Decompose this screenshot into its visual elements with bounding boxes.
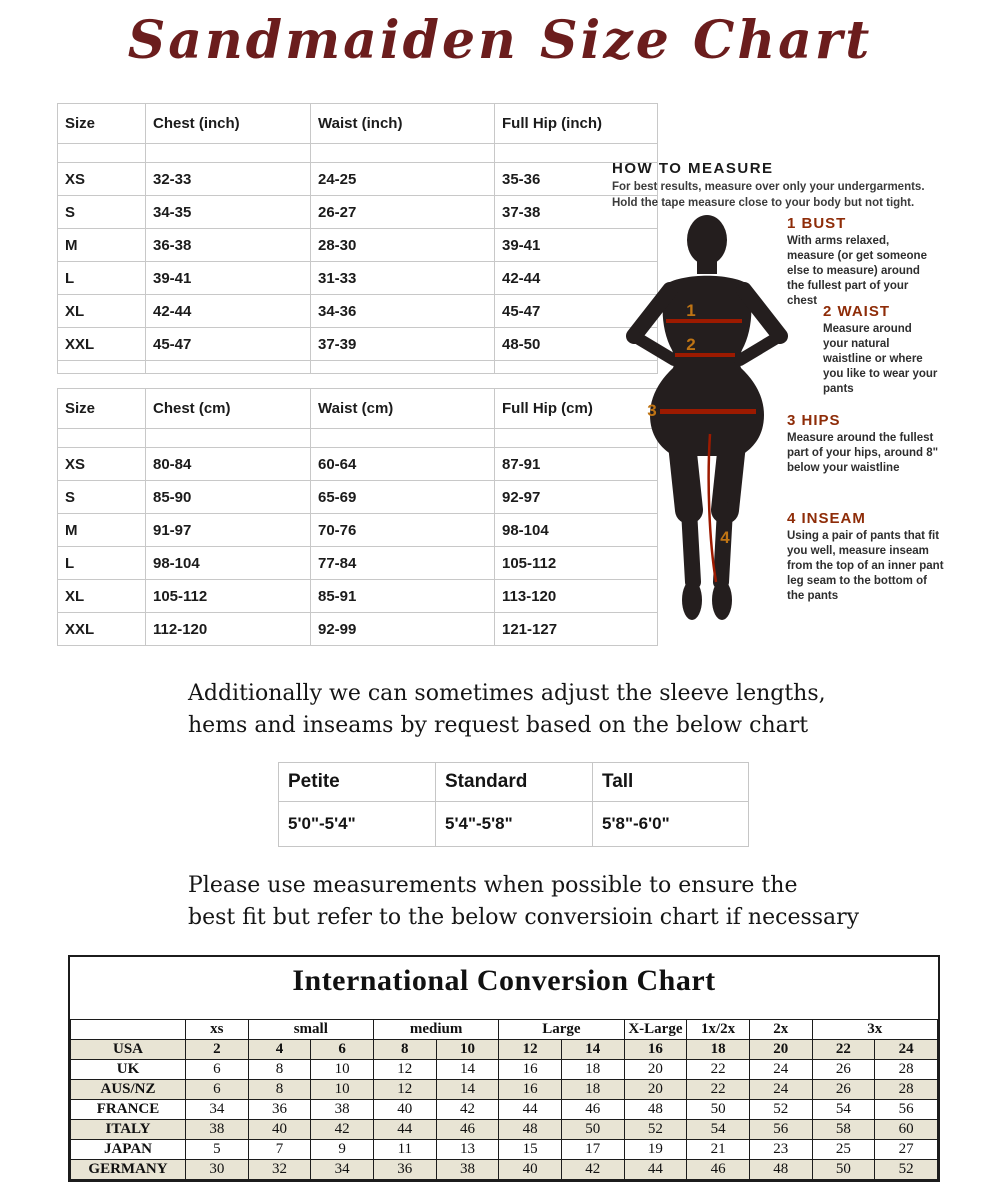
spacer-cell [311, 361, 495, 374]
measurements-note [188, 870, 859, 934]
conversion-size-cell: 36 [373, 1160, 436, 1180]
size-group-header: 1x/2x [687, 1020, 750, 1040]
how-to-measure-heading: HOW TO MEASURE [612, 160, 774, 177]
measurement-cell: 60-64 [311, 448, 495, 481]
size-row [58, 229, 658, 262]
measure-step-waist [823, 303, 938, 397]
bust-line [666, 319, 742, 323]
conversion-row [71, 1060, 938, 1080]
step-name: INSEAM [801, 510, 866, 527]
size-row [58, 295, 658, 328]
conversion-size-cell: 11 [373, 1140, 436, 1160]
size-row [58, 328, 658, 361]
conversion-size-cell: 14 [436, 1060, 499, 1080]
note-line: Please use measurements when possible to ensure the [188, 873, 798, 898]
measurement-cell: 39-41 [146, 262, 311, 295]
intro-line: Hold the tape measure close to your body but not tight. [612, 196, 915, 209]
conversion-size-cell: 42 [311, 1120, 374, 1140]
size-label-cell: L [58, 262, 146, 295]
country-cell: USA [71, 1040, 186, 1060]
measurement-cell: 45-47 [495, 295, 658, 328]
step-title [787, 215, 927, 232]
page-title: Sandmaiden Size Chart [127, 10, 873, 71]
size-group-header: 2x [749, 1020, 812, 1040]
size-group-header: medium [373, 1020, 498, 1040]
country-cell: AUS/NZ [71, 1080, 186, 1100]
size-table-inch-header-row [58, 104, 658, 144]
size-group-header: Large [499, 1020, 624, 1040]
measurement-cell: 112-120 [146, 613, 311, 646]
conversion-size-cell: 32 [248, 1160, 311, 1180]
conversion-size-cell: 52 [749, 1100, 812, 1120]
spacer-cell [58, 361, 146, 374]
size-row [58, 262, 658, 295]
size-label-cell: L [58, 547, 146, 580]
column-header: Size [58, 389, 146, 429]
waist-line [675, 353, 735, 357]
conversion-size-cell: 15 [499, 1140, 562, 1160]
conversion-size-cell: 18 [561, 1080, 624, 1100]
measurement-cell: 32-33 [146, 163, 311, 196]
size-row [58, 196, 658, 229]
conversion-size-cell: 13 [436, 1140, 499, 1160]
conversion-size-cell: 40 [499, 1160, 562, 1180]
country-cell: UK [71, 1060, 186, 1080]
conversion-size-cell: 9 [311, 1140, 374, 1160]
conversion-size-cell: 16 [624, 1040, 687, 1060]
conversion-size-cell: 8 [248, 1060, 311, 1080]
conversion-size-cell: 24 [749, 1080, 812, 1100]
conversion-size-cell: 8 [248, 1080, 311, 1100]
conversion-size-cell: 56 [875, 1100, 938, 1120]
conversion-size-cell: 7 [248, 1140, 311, 1160]
conversion-size-cell: 21 [687, 1140, 750, 1160]
spacer-row [58, 361, 658, 374]
size-row [58, 514, 658, 547]
conversion-size-cell: 56 [749, 1120, 812, 1140]
conversion-size-cell: 25 [812, 1140, 875, 1160]
measurement-cell: 42-44 [495, 262, 658, 295]
how-to-measure-section [612, 160, 947, 211]
column-header: Waist (inch) [311, 104, 495, 144]
conversion-size-cell: 50 [812, 1160, 875, 1180]
conversion-size-cell: 38 [311, 1100, 374, 1120]
measurement-cell: 98-104 [495, 514, 658, 547]
conversion-row [71, 1080, 938, 1100]
measurement-cell: 77-84 [311, 547, 495, 580]
measurement-cell: 35-36 [495, 163, 658, 196]
step-name: WAIST [837, 303, 891, 320]
conversion-size-cell: 44 [499, 1100, 562, 1120]
step-title [787, 510, 947, 527]
conversion-size-cell: 12 [373, 1060, 436, 1080]
conversion-row [71, 1100, 938, 1120]
spacer-cell [146, 361, 311, 374]
conversion-size-cell: 10 [311, 1060, 374, 1080]
note-line: hems and inseams by request based on the below chart [188, 712, 809, 738]
conversion-size-cell: 22 [687, 1060, 750, 1080]
conversion-size-cell: 14 [436, 1080, 499, 1100]
column-header: Waist (cm) [311, 389, 495, 429]
conversion-size-cell: 18 [687, 1040, 750, 1060]
measurement-cell: 85-91 [311, 580, 495, 613]
conversion-size-cell: 26 [812, 1080, 875, 1100]
size-table-cm-header-row [58, 389, 658, 429]
note-line: best fit but refer to the below conversioin chart if necessary [188, 904, 860, 930]
conversion-size-cell: 36 [248, 1100, 311, 1120]
country-cell: ITALY [71, 1120, 186, 1140]
measure-step-inseam [787, 510, 947, 604]
conversion-size-cell: 16 [499, 1060, 562, 1080]
conversion-size-cell: 30 [186, 1160, 249, 1180]
conversion-size-cell: 22 [812, 1040, 875, 1060]
conversion-size-cell: 44 [624, 1160, 687, 1180]
how-to-measure-intro [612, 180, 947, 211]
conversion-size-cell: 26 [812, 1060, 875, 1080]
international-conversion-chart [68, 955, 940, 1182]
measure-step-hips [787, 412, 939, 476]
conversion-size-cell: 34 [186, 1100, 249, 1120]
conversion-size-cell: 17 [561, 1140, 624, 1160]
measurement-cell: 34-36 [311, 295, 495, 328]
step-text: Using a pair of pants that fit you well, measure inseam from the top of an inner pant leg seam to the bottom of the pants [787, 530, 944, 602]
figure-number-waist: 2 [686, 335, 696, 354]
column-header: Standard [436, 763, 593, 802]
measurement-cell: 34-35 [146, 196, 311, 229]
conversion-row [71, 1160, 938, 1180]
step-name: HIPS [801, 412, 841, 429]
step-number: 1 [787, 215, 797, 232]
conversion-size-cell: 23 [749, 1140, 812, 1160]
conversion-row [71, 1040, 938, 1060]
size-row [58, 163, 658, 196]
step-number: 2 [823, 303, 833, 320]
size-group-header: X-Large [624, 1020, 687, 1040]
conversion-size-cell: 14 [561, 1040, 624, 1060]
measurement-cell: 85-90 [146, 481, 311, 514]
measurement-cell: 36-38 [146, 229, 311, 262]
conversion-size-cell: 52 [624, 1120, 687, 1140]
height-range-cell: 5'8"-6'0" [593, 802, 749, 847]
measurement-cell: 39-41 [495, 229, 658, 262]
measurement-cell: 92-97 [495, 481, 658, 514]
measurement-cell: 113-120 [495, 580, 658, 613]
conversion-size-cell: 46 [687, 1160, 750, 1180]
conversion-size-cell: 24 [875, 1040, 938, 1060]
conversion-size-cell: 19 [624, 1140, 687, 1160]
size-label-cell: S [58, 196, 146, 229]
conversion-size-cell: 10 [436, 1040, 499, 1060]
conversion-size-cell: 50 [687, 1100, 750, 1120]
measurement-cell: 92-99 [311, 613, 495, 646]
size-label-cell: M [58, 514, 146, 547]
step-text: With arms relaxed, measure (or get someone else to measure) around the fullest part of your chest [787, 235, 927, 307]
conversion-size-cell: 22 [687, 1080, 750, 1100]
measurement-cell: 87-91 [495, 448, 658, 481]
silhouette-shapes [650, 215, 764, 620]
measurement-cell: 80-84 [146, 448, 311, 481]
measurement-cell: 48-50 [495, 328, 658, 361]
spacer-row [58, 429, 658, 448]
intro-line: For best results, measure over only your undergarments. [612, 181, 925, 193]
conversion-size-cell: 10 [311, 1080, 374, 1100]
measurement-cell: 28-30 [311, 229, 495, 262]
step-title [787, 412, 939, 429]
measurement-cell: 98-104 [146, 547, 311, 580]
spacer-cell [58, 144, 146, 163]
conversion-size-cell: 6 [186, 1060, 249, 1080]
conversion-size-cell: 42 [436, 1100, 499, 1120]
measurement-cell: 24-25 [311, 163, 495, 196]
empty-corner-cell [71, 1020, 186, 1040]
conversion-size-cell: 27 [875, 1140, 938, 1160]
conversion-size-cell: 48 [749, 1160, 812, 1180]
size-row [58, 547, 658, 580]
hip-line [660, 409, 756, 414]
measurement-cell: 65-69 [311, 481, 495, 514]
height-table-value-row [279, 802, 749, 847]
conversion-size-cell: 2 [186, 1040, 249, 1060]
size-label-cell: XL [58, 580, 146, 613]
measurement-cell: 121-127 [495, 613, 658, 646]
conversion-size-cell: 20 [624, 1080, 687, 1100]
measurement-cell: 105-112 [146, 580, 311, 613]
conversion-size-cell: 16 [499, 1080, 562, 1100]
column-header: Full Hip (cm) [495, 389, 658, 429]
height-range-table [278, 762, 749, 847]
conversion-size-cell: 20 [624, 1060, 687, 1080]
conversion-size-cell: 46 [561, 1100, 624, 1120]
size-label-cell: XS [58, 163, 146, 196]
conversion-size-cell: 50 [561, 1120, 624, 1140]
conversion-size-cell: 40 [373, 1100, 436, 1120]
size-label-cell: S [58, 481, 146, 514]
conversion-size-cell: 34 [311, 1160, 374, 1180]
measurement-cell: 42-44 [146, 295, 311, 328]
conversion-size-cell: 28 [875, 1060, 938, 1080]
step-text: Measure around the fullest part of your hips, around 8" below your waistline [787, 432, 939, 474]
conversion-size-cell: 60 [875, 1120, 938, 1140]
conversion-table [70, 1019, 938, 1180]
conversion-size-cell: 6 [311, 1040, 374, 1060]
size-group-header: xs [186, 1020, 249, 1040]
conversion-size-cell: 20 [749, 1040, 812, 1060]
conversion-size-cell: 48 [624, 1100, 687, 1120]
conversion-size-cell: 6 [186, 1080, 249, 1100]
size-label-cell: M [58, 229, 146, 262]
column-header: Tall [593, 763, 749, 802]
step-number: 3 [787, 412, 797, 429]
size-table-cm [57, 388, 658, 646]
size-label-cell: XL [58, 295, 146, 328]
height-table-header-row [279, 763, 749, 802]
conversion-size-cell: 46 [436, 1120, 499, 1140]
conversion-group-header-row [71, 1020, 938, 1040]
conversion-size-cell: 38 [436, 1160, 499, 1180]
conversion-size-cell: 8 [373, 1040, 436, 1060]
conversion-size-cell: 52 [875, 1160, 938, 1180]
size-label-cell: XXL [58, 328, 146, 361]
conversion-size-cell: 18 [561, 1060, 624, 1080]
conversion-size-cell: 42 [561, 1160, 624, 1180]
spacer-row [58, 144, 658, 163]
size-label-cell: XXL [58, 613, 146, 646]
conversion-chart-title: International Conversion Chart [292, 964, 716, 997]
measurement-cell: 91-97 [146, 514, 311, 547]
spacer-cell [58, 429, 146, 448]
conversion-size-cell: 58 [812, 1120, 875, 1140]
size-group-header: 3x [812, 1020, 937, 1040]
measurement-cell: 37-38 [495, 196, 658, 229]
conversion-size-cell: 54 [687, 1120, 750, 1140]
spacer-cell [311, 144, 495, 163]
column-header: Petite [279, 763, 436, 802]
measurement-cell: 70-76 [311, 514, 495, 547]
country-cell: GERMANY [71, 1160, 186, 1180]
spacer-cell [146, 429, 311, 448]
measurement-cell: 45-47 [146, 328, 311, 361]
conversion-size-cell: 5 [186, 1140, 249, 1160]
size-table-inch [57, 103, 658, 374]
note-line: Additionally we can sometimes adjust the sleeve lengths, [188, 681, 826, 706]
conversion-size-cell: 54 [812, 1100, 875, 1120]
size-row [58, 613, 658, 646]
adjustment-note [188, 678, 826, 742]
conversion-size-cell: 12 [373, 1080, 436, 1100]
size-row [58, 580, 658, 613]
conversion-row [71, 1140, 938, 1160]
conversion-size-cell: 4 [248, 1040, 311, 1060]
spacer-cell [311, 429, 495, 448]
conversion-size-cell: 48 [499, 1120, 562, 1140]
conversion-size-cell: 28 [875, 1080, 938, 1100]
conversion-size-cell: 12 [499, 1040, 562, 1060]
step-text: Measure around your natural waistline or where you like to wear your pants [823, 323, 938, 395]
conversion-size-cell: 44 [373, 1120, 436, 1140]
column-header: Full Hip (inch) [495, 104, 658, 144]
size-label-cell: XS [58, 448, 146, 481]
height-range-cell: 5'4"-5'8" [436, 802, 593, 847]
measurement-cell: 105-112 [495, 547, 658, 580]
step-name: BUST [801, 215, 847, 232]
column-header: Chest (cm) [146, 389, 311, 429]
conversion-row [71, 1120, 938, 1140]
height-range-cell: 5'0"-5'4" [279, 802, 436, 847]
figure-number-hips: 3 [647, 401, 657, 420]
body-silhouette-figure [612, 210, 808, 628]
step-title [823, 303, 938, 320]
measurement-cell: 26-27 [311, 196, 495, 229]
conversion-size-cell: 40 [248, 1120, 311, 1140]
size-row [58, 448, 658, 481]
column-header: Chest (inch) [146, 104, 311, 144]
country-cell: JAPAN [71, 1140, 186, 1160]
measurement-cell: 37-39 [311, 328, 495, 361]
country-cell: FRANCE [71, 1100, 186, 1120]
measure-step-bust [787, 215, 927, 309]
size-group-header: small [248, 1020, 373, 1040]
figure-number-inseam: 4 [720, 528, 730, 547]
conversion-size-cell: 24 [749, 1060, 812, 1080]
measurement-cell: 31-33 [311, 262, 495, 295]
size-row [58, 481, 658, 514]
step-number: 4 [787, 510, 797, 527]
spacer-cell [146, 144, 311, 163]
column-header: Size [58, 104, 146, 144]
conversion-size-cell: 38 [186, 1120, 249, 1140]
figure-number-bust: 1 [686, 301, 696, 320]
